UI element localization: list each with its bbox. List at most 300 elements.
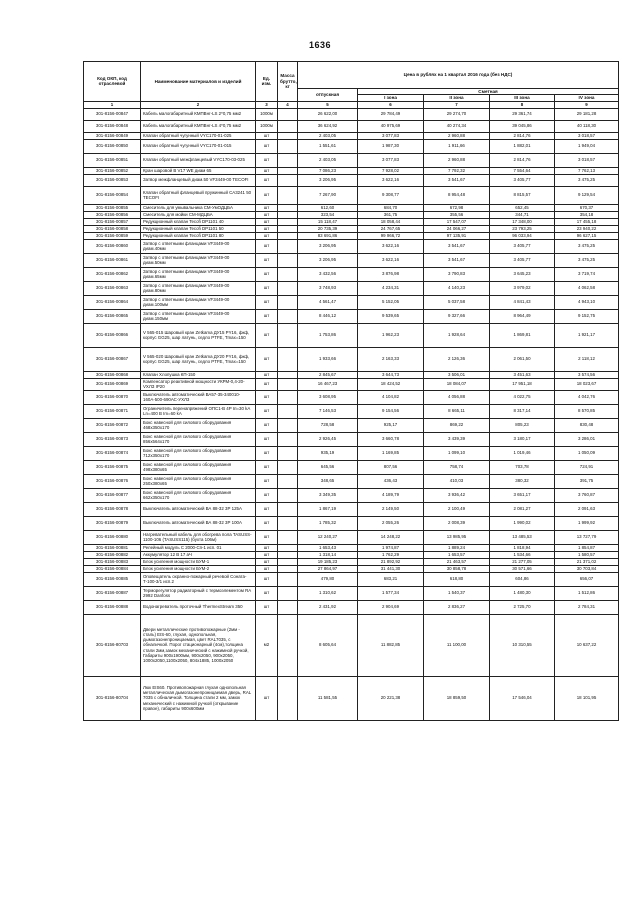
row-price-zone2: 13 985,95 — [424, 530, 490, 544]
row-mass — [278, 572, 298, 586]
row-price-zone1: 7 928,02 — [358, 167, 424, 174]
row-unit: шт — [256, 676, 278, 720]
row-price-zone1: 807,56 — [358, 460, 424, 474]
row-price-zone4: 1 949,04 — [555, 139, 619, 153]
row-price-zone4: 830,48 — [555, 418, 619, 432]
row-mass — [278, 295, 298, 309]
row-unit: шт — [256, 167, 278, 174]
page-number: 1636 — [308, 40, 332, 50]
table-row — [84, 418, 619, 432]
row-price-zone2: 24 066,27 — [424, 225, 490, 232]
row-mass — [278, 488, 298, 502]
row-code: 301-8156-00887 — [84, 586, 141, 600]
row-price-zone4: 4 042,76 — [555, 390, 619, 404]
row-price-zone1: 3 660,78 — [358, 432, 424, 446]
row-mass — [278, 586, 298, 600]
row-price-zone1: 3 622,16 — [358, 253, 424, 267]
row-price-zone4: 1 050,09 — [555, 446, 619, 460]
row-price-zone4: 9 152,75 — [555, 309, 619, 323]
row-mass — [278, 676, 298, 720]
table-row — [84, 390, 619, 404]
row-unit: шт — [256, 544, 278, 551]
table-row — [84, 676, 619, 720]
row-price-zone4: 3 760,87 — [555, 488, 619, 502]
row-unit: шт — [256, 530, 278, 544]
row-price-zone2: 17 547,07 — [424, 218, 490, 225]
row-unit: шт — [256, 404, 278, 418]
header-price-group: Цена в рублях на 1 квартал 2016 года (без НДС) — [298, 62, 619, 89]
row-name: Аккумулятор 12 В 17 аЧ — [141, 551, 256, 558]
row-price-release: 11 581,55 — [298, 676, 358, 720]
row-price-zone4: 17 455,18 — [555, 218, 619, 225]
row-mass — [278, 390, 298, 404]
row-price-release: 323,54 — [298, 211, 358, 218]
row-price-zone2: 2 008,39 — [424, 516, 490, 530]
row-unit: шт — [256, 132, 278, 139]
row-code: 301-8156-00872 — [84, 418, 141, 432]
row-code: 301-8156-00857 — [84, 218, 141, 225]
row-price-zone4: 29 181,28 — [555, 108, 619, 120]
row-price-zone4: 1 921,17 — [555, 323, 619, 347]
row-unit: шт — [256, 378, 278, 390]
table-row — [84, 530, 619, 544]
row-name: Кабель малогабаритный КМПВнг-LS 4*0,75 мм2 — [141, 120, 256, 132]
row-price-release: 1 867,19 — [298, 502, 358, 516]
row-price-release: 3 432,56 — [298, 267, 358, 281]
row-code: 301-8156-00848 — [84, 120, 141, 132]
row-price-release: 479,80 — [298, 572, 358, 586]
row-code: 301-8156-80704 — [84, 676, 141, 720]
table-row — [84, 218, 619, 225]
row-code: 301-8156-80703 — [84, 614, 141, 676]
row-price-zone4: 13 727,79 — [555, 530, 619, 544]
table-row — [84, 378, 619, 390]
row-name: Выключатель автоматический ВА57-35-340010-160А-500-690АС-УХЛ3 — [141, 390, 256, 404]
row-unit: 1000м — [256, 120, 278, 132]
table-row — [84, 139, 619, 153]
row-price-release: 7 086,23 — [298, 167, 358, 174]
row-price-zone3: 1 990,02 — [490, 516, 555, 530]
row-code: 301-8156-00850 — [84, 139, 141, 153]
row-mass — [278, 153, 298, 167]
row-price-zone3: 1 480,30 — [490, 586, 555, 600]
row-price-release: 1 933,66 — [298, 347, 358, 371]
row-unit: шт — [256, 204, 278, 211]
row-price-zone4: 23 940,22 — [555, 225, 619, 232]
row-price-zone4: 3 719,74 — [555, 267, 619, 281]
row-price-zone3: 344,71 — [490, 211, 555, 218]
row-unit: шт — [256, 565, 278, 572]
table-row — [84, 204, 619, 211]
row-price-release: 1 785,32 — [298, 516, 358, 530]
row-code: 301-8156-00883 — [84, 558, 141, 565]
row-code: 301-8156-00849 — [84, 132, 141, 139]
row-mass — [278, 239, 298, 253]
row-code: 301-8156-00851 — [84, 153, 141, 167]
row-unit: шт — [256, 267, 278, 281]
row-price-zone1: 925,17 — [358, 418, 424, 432]
row-price-zone1: 684,70 — [358, 204, 424, 211]
row-unit: 1000м — [256, 108, 278, 120]
row-price-release: 728,58 — [298, 418, 358, 432]
row-price-zone4: 2 784,31 — [555, 600, 619, 614]
row-price-zone3: 3 651,17 — [490, 488, 555, 502]
row-unit: шт — [256, 211, 278, 218]
row-price-zone4: 3 475,25 — [555, 174, 619, 186]
row-price-zone1: 1 987,30 — [358, 139, 424, 153]
row-mass — [278, 347, 298, 371]
row-code: 301-8156-00858 — [84, 225, 141, 232]
row-mass — [278, 371, 298, 378]
row-price-zone1: 2 149,50 — [358, 502, 424, 516]
row-price-zone4: 10 637,22 — [555, 614, 619, 676]
row-unit: м2 — [256, 614, 278, 676]
row-price-zone4: 724,91 — [555, 460, 619, 474]
row-price-zone2: 4 140,23 — [424, 281, 490, 295]
header-unit: Ед. изм. — [256, 62, 278, 102]
row-name: Затвор с ответными фланцами VF3449-00 диам.40мм — [141, 239, 256, 253]
table-row — [84, 446, 619, 460]
row-price-zone1: 4 189,79 — [358, 488, 424, 502]
row-price-release: 1 653,43 — [298, 544, 358, 551]
row-price-zone1: 436,43 — [358, 474, 424, 488]
row-code: 301-8156-00856 — [84, 211, 141, 218]
row-price-zone1: 3 644,73 — [358, 371, 424, 378]
row-price-release: 2 431,92 — [298, 600, 358, 614]
table-row — [84, 551, 619, 558]
row-price-zone2: 40 274,34 — [424, 120, 490, 132]
table-row — [84, 614, 619, 676]
row-price-zone2: 1 653,57 — [424, 551, 490, 558]
row-price-zone1: 1 577,34 — [358, 586, 424, 600]
row-name: Кран шаровой В V17 WE диам 65 — [141, 167, 256, 174]
column-number: 4 — [278, 101, 298, 108]
row-code: 301-8156-00877 — [84, 488, 141, 502]
row-name: Клапан обратный чугунный VYC170-01-015 — [141, 139, 256, 153]
row-price-zone3: 3 645,23 — [490, 267, 555, 281]
header-zone1: I зона — [358, 95, 424, 101]
row-price-zone1: 20 221,38 — [358, 676, 424, 720]
row-price-zone4: 4 943,10 — [555, 295, 619, 309]
table-row — [84, 108, 619, 120]
row-price-zone2: 2 960,88 — [424, 132, 490, 139]
row-price-zone1: 361,75 — [358, 211, 424, 218]
row-code: 301-8156-00867 — [84, 347, 141, 371]
row-code: 301-8156-00868 — [84, 371, 141, 378]
row-price-zone4: 8 570,85 — [555, 404, 619, 418]
row-code: 301-8156-00864 — [84, 295, 141, 309]
row-price-zone1: 24 767,65 — [358, 225, 424, 232]
column-number: 2 — [141, 101, 256, 108]
column-number: 1 — [84, 101, 141, 108]
row-price-zone4: 18 101,95 — [555, 676, 619, 720]
row-price-zone2: 1 099,10 — [424, 446, 490, 460]
row-code: 301-8156-00878 — [84, 502, 141, 516]
row-code: 301-8156-00866 — [84, 323, 141, 347]
row-name: Двери металлические противопожарные (2мм - сталь) EIS-60, глухая, однопольная, дымогазонепроницаемая, цвет RAL7035, с обналичкой. Порог стационарный (4см),толщина стали 2мм,замок механический с нажимной ручкой, Габариты 900х1900мм, 900х2050, 900х2050, 1000х2050,1100х2050, 804х1885, 1000х2050 — [141, 614, 256, 676]
row-price-release: 83 691,86 — [298, 232, 358, 239]
price-table — [83, 61, 619, 721]
row-price-zone3: 3 405,77 — [490, 174, 555, 186]
row-price-release: 3 206,95 — [298, 174, 358, 186]
row-price-zone1: 9 308,77 — [358, 186, 424, 204]
row-price-zone3: 1 019,46 — [490, 446, 555, 460]
row-name: Смеситель для умывальника СМ-УмОДЦБА — [141, 204, 256, 211]
row-price-zone3: 17 951,18 — [490, 378, 555, 390]
row-mass — [278, 418, 298, 432]
row-price-release: 8 446,12 — [298, 309, 358, 323]
row-price-release: 612,60 — [298, 204, 358, 211]
row-price-zone4: 1 999,92 — [555, 516, 619, 530]
row-code: 301-8156-00869 — [84, 378, 141, 390]
table-row — [84, 239, 619, 253]
row-unit: шт — [256, 502, 278, 516]
row-price-zone3: 3 451,63 — [490, 371, 555, 378]
row-mass — [278, 211, 298, 218]
row-price-release: 2 845,67 — [298, 371, 358, 378]
row-price-zone4: 3 286,01 — [555, 432, 619, 446]
row-price-zone2: 8 954,48 — [424, 186, 490, 204]
row-unit: шт — [256, 586, 278, 600]
row-unit: шт — [256, 390, 278, 404]
row-price-zone2: 30 858,78 — [424, 565, 490, 572]
row-name: Редукционный клапан Tecofi DP1101 40 — [141, 218, 256, 225]
table-row — [84, 488, 619, 502]
row-mass — [278, 551, 298, 558]
table-row — [84, 225, 619, 232]
row-price-zone3: 2 081,27 — [490, 502, 555, 516]
table-row — [84, 232, 619, 239]
row-price-zone4: 3 018,57 — [555, 132, 619, 139]
row-price-zone1: 2 055,26 — [358, 516, 424, 530]
row-price-zone2: 3 506,01 — [424, 371, 490, 378]
row-price-zone3: 604,86 — [490, 572, 555, 586]
row-price-zone3: 3 180,17 — [490, 432, 555, 446]
row-unit: шт — [256, 232, 278, 239]
row-price-zone3: 380,32 — [490, 474, 555, 488]
row-unit: шт — [256, 474, 278, 488]
row-price-release: 12 240,27 — [298, 530, 358, 544]
row-price-zone1: 18 058,44 — [358, 218, 424, 225]
column-number: 6 — [358, 101, 424, 108]
row-price-zone3: 2 814,76 — [490, 153, 555, 167]
row-price-zone2: 410,03 — [424, 474, 490, 488]
row-price-zone3: 1 818,94 — [490, 544, 555, 551]
row-price-zone4: 18 023,67 — [555, 378, 619, 390]
header-release: отпускная — [298, 89, 358, 102]
row-price-zone3: 29 361,74 — [490, 108, 555, 120]
row-price-zone3: 703,78 — [490, 460, 555, 474]
row-price-release: 16 467,23 — [298, 378, 358, 390]
row-price-zone3: 17 348,00 — [490, 218, 555, 225]
row-price-zone4: 40 118,30 — [555, 120, 619, 132]
row-price-zone2: 21 463,57 — [424, 558, 490, 565]
table-row — [84, 600, 619, 614]
row-mass — [278, 565, 298, 572]
row-name: Бокс навесной для силового оборудования 250х380х65 — [141, 474, 256, 488]
row-unit: шт — [256, 572, 278, 586]
row-price-zone3: 1 882,01 — [490, 139, 555, 153]
row-price-zone2: 4 056,88 — [424, 390, 490, 404]
row-mass — [278, 614, 298, 676]
table-row — [84, 586, 619, 600]
row-name: Бокс навесной для силового оборудования 712х350х170 — [141, 446, 256, 460]
row-mass — [278, 432, 298, 446]
row-price-zone2: 618,80 — [424, 572, 490, 586]
row-name: Редукционный клапан Tecofi DP1101 50 — [141, 225, 256, 232]
header-code: Код ОКП, код отраслевой — [84, 62, 141, 102]
row-price-zone1: 3 622,16 — [358, 174, 424, 186]
row-price-zone1: 9 154,56 — [358, 404, 424, 418]
row-mass — [278, 186, 298, 204]
row-price-zone1: 9 539,65 — [358, 309, 424, 323]
row-code: 301-8156-00853 — [84, 174, 141, 186]
row-price-zone1: 4 104,82 — [358, 390, 424, 404]
table-row — [84, 309, 619, 323]
row-price-zone3: 13 485,53 — [490, 530, 555, 544]
row-mass — [278, 267, 298, 281]
row-price-zone2: 3 439,39 — [424, 432, 490, 446]
row-price-release: 7 267,90 — [298, 186, 358, 204]
row-unit: шт — [256, 239, 278, 253]
row-price-zone3: 30 571,66 — [490, 565, 555, 572]
row-unit: шт — [256, 371, 278, 378]
row-mass — [278, 502, 298, 516]
row-price-zone1: 29 784,49 — [358, 108, 424, 120]
row-price-release: 2 926,45 — [298, 432, 358, 446]
row-price-zone2: 3 541,67 — [424, 253, 490, 267]
row-mass — [278, 218, 298, 225]
row-price-release: 1 753,86 — [298, 323, 358, 347]
row-mass — [278, 204, 298, 211]
row-price-zone2: 1 889,24 — [424, 544, 490, 551]
row-price-zone2: 2 960,88 — [424, 153, 490, 167]
row-price-release: 26 622,00 — [298, 108, 358, 120]
row-price-zone2: 29 274,70 — [424, 108, 490, 120]
row-unit: шт — [256, 253, 278, 267]
row-price-zone2: 2 126,36 — [424, 347, 490, 371]
row-price-zone2: 3 541,67 — [424, 174, 490, 186]
row-price-zone1: 3 876,98 — [358, 267, 424, 281]
row-name: Бокс навесной для силового оборудования 468х350х170 — [141, 418, 256, 432]
row-code: 301-8156-00870 — [84, 390, 141, 404]
row-code: 301-8156-00882 — [84, 551, 141, 558]
row-price-zone2: 18 859,50 — [424, 676, 490, 720]
row-price-zone4: 391,75 — [555, 474, 619, 488]
row-price-release: 1 310,62 — [298, 586, 358, 600]
row-price-zone1: 683,21 — [358, 572, 424, 586]
row-price-zone4: 656,07 — [555, 572, 619, 586]
table-row — [84, 153, 619, 167]
header-estimate: Сметная — [358, 89, 619, 95]
row-name: Выключатель автоматический ВА 88-32 3Р 100А — [141, 516, 256, 530]
row-price-release: 3 206,95 — [298, 239, 358, 253]
row-unit: шт — [256, 558, 278, 565]
row-price-zone3: 21 277,05 — [490, 558, 555, 565]
row-mass — [278, 281, 298, 295]
row-price-zone4: 4 062,58 — [555, 281, 619, 295]
row-price-zone1: 99 966,72 — [358, 232, 424, 239]
row-code: 301-8156-00871 — [84, 404, 141, 418]
row-price-zone2: 3 936,42 — [424, 488, 490, 502]
row-code: 301-8156-00874 — [84, 446, 141, 460]
row-name: Выключатель автоматический ВА 88-32 3Р 125А — [141, 502, 256, 516]
row-name: Затвор с ответными фланцами VF3449-00 диам.65мм — [141, 267, 256, 281]
row-price-zone2: 758,74 — [424, 460, 490, 474]
row-price-zone1: 21 892,92 — [358, 558, 424, 565]
row-name: Бокс навесной для силового оборудования 662х350х170 — [141, 488, 256, 502]
row-price-release: 3 608,95 — [298, 390, 358, 404]
row-price-zone4: 3 574,56 — [555, 371, 619, 378]
row-name: Терморегулятор радиаторный с термоэлементом RA 2992 Danfoss — [141, 586, 256, 600]
row-price-zone2: 7 792,32 — [424, 167, 490, 174]
row-price-zone2: 5 037,58 — [424, 295, 490, 309]
row-mass — [278, 253, 298, 267]
row-name: Редукционный клапан Tecofi DP1101 80 — [141, 232, 256, 239]
row-unit: шт — [256, 418, 278, 432]
row-unit: шт — [256, 446, 278, 460]
column-number: 3 — [256, 101, 278, 108]
row-unit: шт — [256, 309, 278, 323]
row-code: 301-8156-00861 — [84, 253, 141, 267]
row-price-zone1: 3 077,83 — [358, 132, 424, 139]
row-price-zone1: 1 962,23 — [358, 323, 424, 347]
row-code: 301-8156-00885 — [84, 572, 141, 586]
row-price-zone2: 8 665,11 — [424, 404, 490, 418]
row-name: Нагревательный кабель для обогрева пола TASUSS-1100-106 (TASUSS115) (бухта 106м) — [141, 530, 256, 544]
row-code: 301-8156-00880 — [84, 530, 141, 544]
row-name: Затвор межфланцевый диам.50 VF3449-00 TECOFI — [141, 174, 256, 186]
row-mass — [278, 232, 298, 239]
row-code: 301-8156-00854 — [84, 186, 141, 204]
row-name: Люк EIS60. Противопожарная глухая однопольная металлическая дымогазонепроницаемая дверь, RAL 7035 с обналичкой. Толщина стали 2 мм, замок механический с нажимной ручкой (открывание правое), габариты 900х600мм — [141, 676, 256, 720]
row-unit: шт — [256, 153, 278, 167]
row-price-zone1: 31 441,30 — [358, 565, 424, 572]
row-price-zone3: 96 033,94 — [490, 232, 555, 239]
row-code: 301-8156-00860 — [84, 239, 141, 253]
row-price-zone4: 9 129,54 — [555, 186, 619, 204]
row-price-release: 1 318,14 — [298, 551, 358, 558]
row-unit: шт — [256, 139, 278, 153]
column-numbers-row — [84, 101, 619, 108]
row-unit: шт — [256, 218, 278, 225]
row-price-release: 3 349,35 — [298, 488, 358, 502]
column-number: 8 — [490, 101, 555, 108]
row-price-zone4: 7 762,13 — [555, 167, 619, 174]
row-price-zone1: 3 622,16 — [358, 239, 424, 253]
row-price-zone4: 96 627,15 — [555, 232, 619, 239]
row-code: 301-8156-00852 — [84, 167, 141, 174]
header-name: Наименование материалов и изделий — [141, 62, 256, 102]
row-price-zone1: 3 077,83 — [358, 153, 424, 167]
row-price-zone1: 2 904,69 — [358, 600, 424, 614]
row-code: 301-8156-00879 — [84, 516, 141, 530]
row-price-zone4: 2 091,63 — [555, 502, 619, 516]
row-price-zone1: 2 163,33 — [358, 347, 424, 371]
row-price-release: 2 403,05 — [298, 132, 358, 139]
row-unit: шт — [256, 295, 278, 309]
table-row — [84, 460, 619, 474]
row-mass — [278, 120, 298, 132]
row-price-zone4: 1 580,57 — [555, 551, 619, 558]
row-name: Клапан Хлопушка КП-150 — [141, 371, 256, 378]
row-price-zone1: 1 169,85 — [358, 446, 424, 460]
row-code: 301-8156-00888 — [84, 600, 141, 614]
row-mass — [278, 404, 298, 418]
row-price-release: 645,56 — [298, 460, 358, 474]
row-mass — [278, 132, 298, 139]
row-price-zone2: 1 540,37 — [424, 586, 490, 600]
